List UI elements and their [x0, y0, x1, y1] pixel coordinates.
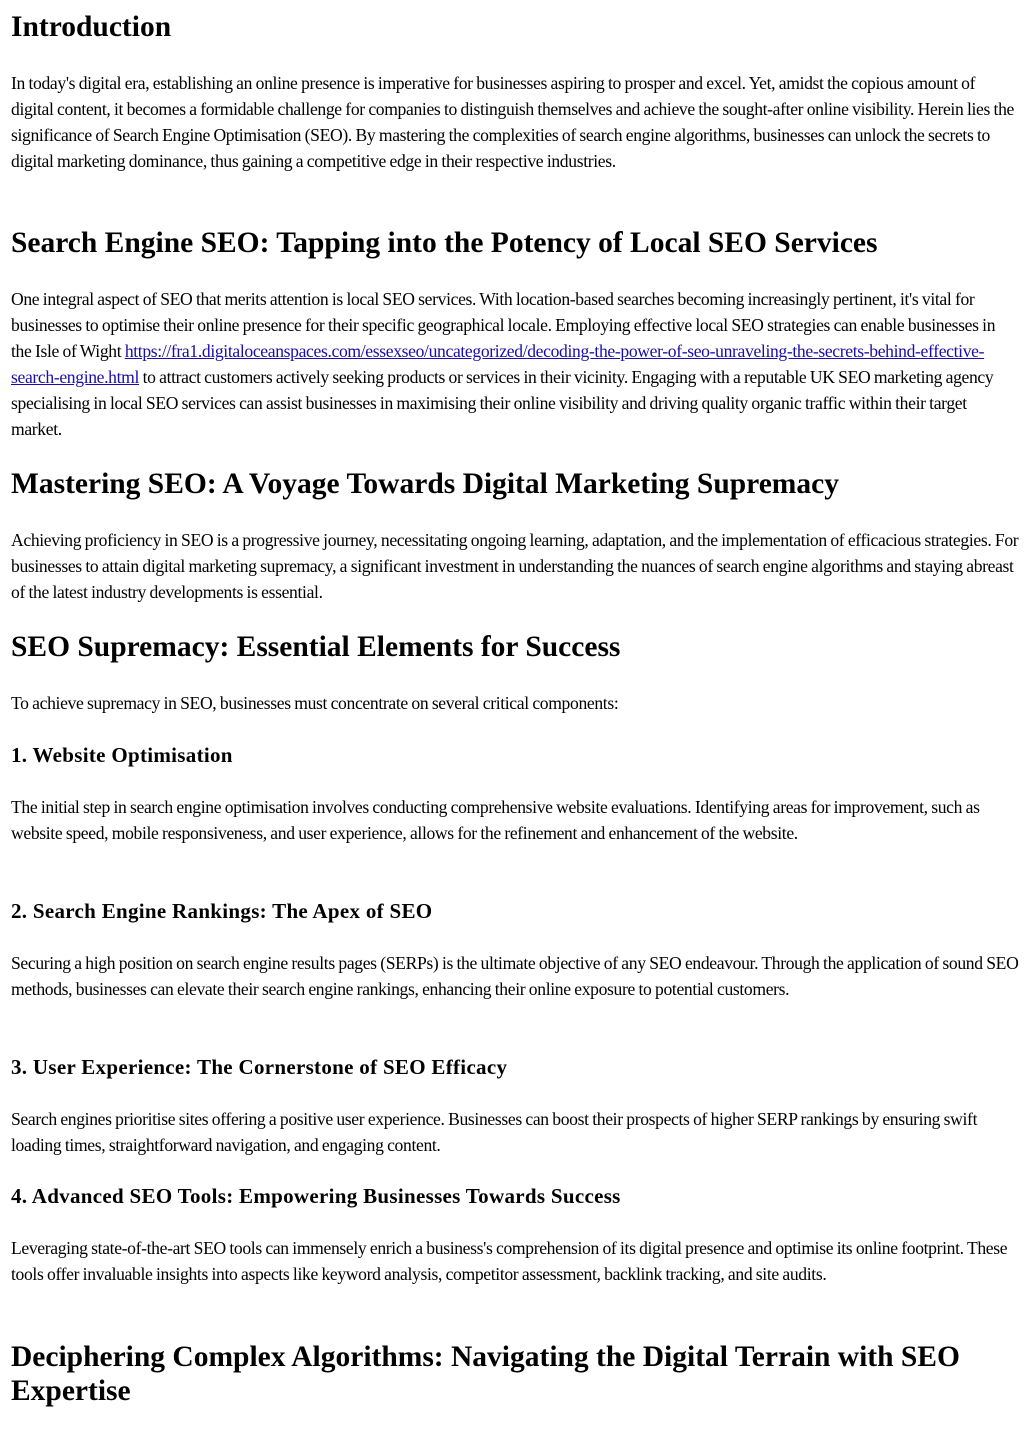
paragraph-mastering-seo: Achieving proficiency in SEO is a progressive journey, necessitating ongoing learning, adaptation, and the implementation of efficacious strategies. For businesses to attain digital marketing supremacy, a significant investment in understanding the nuances of search engine algorithms and staying abreast of the latest industry developments is essential.: [11, 530, 1019, 602]
heading-website-optimisation: 1. Website Optimisation: [11, 743, 233, 767]
paragraph-user-experience: Search engines prioritise sites offering a positive user experience. Businesses can boost their prospects of higher SERP rankings by ensuring swift loading times, straightforward navigation, and engaging content.: [11, 1109, 978, 1155]
heading-user-experience: 3. User Experience: The Cornerstone of SEO Efficacy: [11, 1055, 508, 1079]
paragraph-advanced-seo-tools: Leveraging state-of-the-art SEO tools can immensely enrich a business's comprehension of its digital presence and optimise its online footprint. These tools offer invaluable insights into aspects like keyword analysis, competitor assessment, backlink tracking, and site audits.: [11, 1238, 1008, 1284]
essexseo-article-link[interactable]: https://fra1.digitaloceanspaces.com/essexseo/uncategorized/decoding-the-power-of-seo-unraveling-the-secrets-behind-effective-search-engine.html: [11, 341, 985, 387]
heading-deciphering-algorithms: Deciphering Complex Algorithms: Navigating the Digital Terrain with SEO Expertise: [11, 1341, 960, 1407]
heading-search-engine-rankings: 2. Search Engine Rankings: The Apex of SEO: [11, 899, 433, 923]
heading-mastering-seo: Mastering SEO: A Voyage Towards Digital Marketing Supremacy: [11, 468, 839, 500]
local-seo-text-before-link: One integral aspect of SEO that merits attention is local SEO services. With location-based searches becoming increasingly pertinent, it's vital for businesses to optimise their online presence for their specific geographical locale. Employing effective local SEO strategies can enable businesses in the Isle of Wight: [11, 289, 996, 361]
paragraph-introduction: In today's digital era, establishing an online presence is imperative for businesses aspiring to prosper and excel. Yet, amidst the copious amount of digital content, it becomes a formidable challenge for companies to distinguish themselves and achieve the sought-after online visibility. Herein lies the significance of Search Engine Optimisation (SEO). By mastering the complexities of search engine algorithms, businesses can unlock the secrets to digital marketing dominance, thus gaining a competitive edge in their respective industries.: [11, 73, 1014, 171]
heading-local-seo: Search Engine SEO: Tapping into the Potency of Local SEO Services: [11, 227, 878, 259]
paragraph-seo-supremacy: To achieve supremacy in SEO, businesses must concentrate on several critical components:: [11, 693, 619, 713]
local-seo-text-after-link: to attract customers actively seeking products or services in their vicinity. Engaging with a reputable UK SEO marketing agency specialising in local SEO services can assist businesses in maximising their online visibility and driving quality organic traffic within their target market.: [11, 367, 994, 439]
paragraph-local-seo: [11, 286, 1019, 442]
paragraph-website-optimisation: The initial step in search engine optimisation involves conducting comprehensive website evaluations. Identifying areas for improvement, such as website speed, mobile responsiveness, and user experience, allows for the refinement and enhancement of the website.: [11, 797, 980, 843]
heading-seo-supremacy: SEO Supremacy: Essential Elements for Success: [11, 631, 621, 663]
heading-introduction: Introduction: [11, 11, 172, 43]
paragraph-search-engine-rankings: Securing a high position on search engine results pages (SERPs) is the ultimate objective of any SEO endeavour. Through the application of sound SEO methods, businesses can elevate their search engine rankings, enhancing their online exposure to potential customers.: [11, 953, 1019, 999]
heading-advanced-seo-tools: 4. Advanced SEO Tools: Empowering Businesses Towards Success: [11, 1184, 621, 1208]
